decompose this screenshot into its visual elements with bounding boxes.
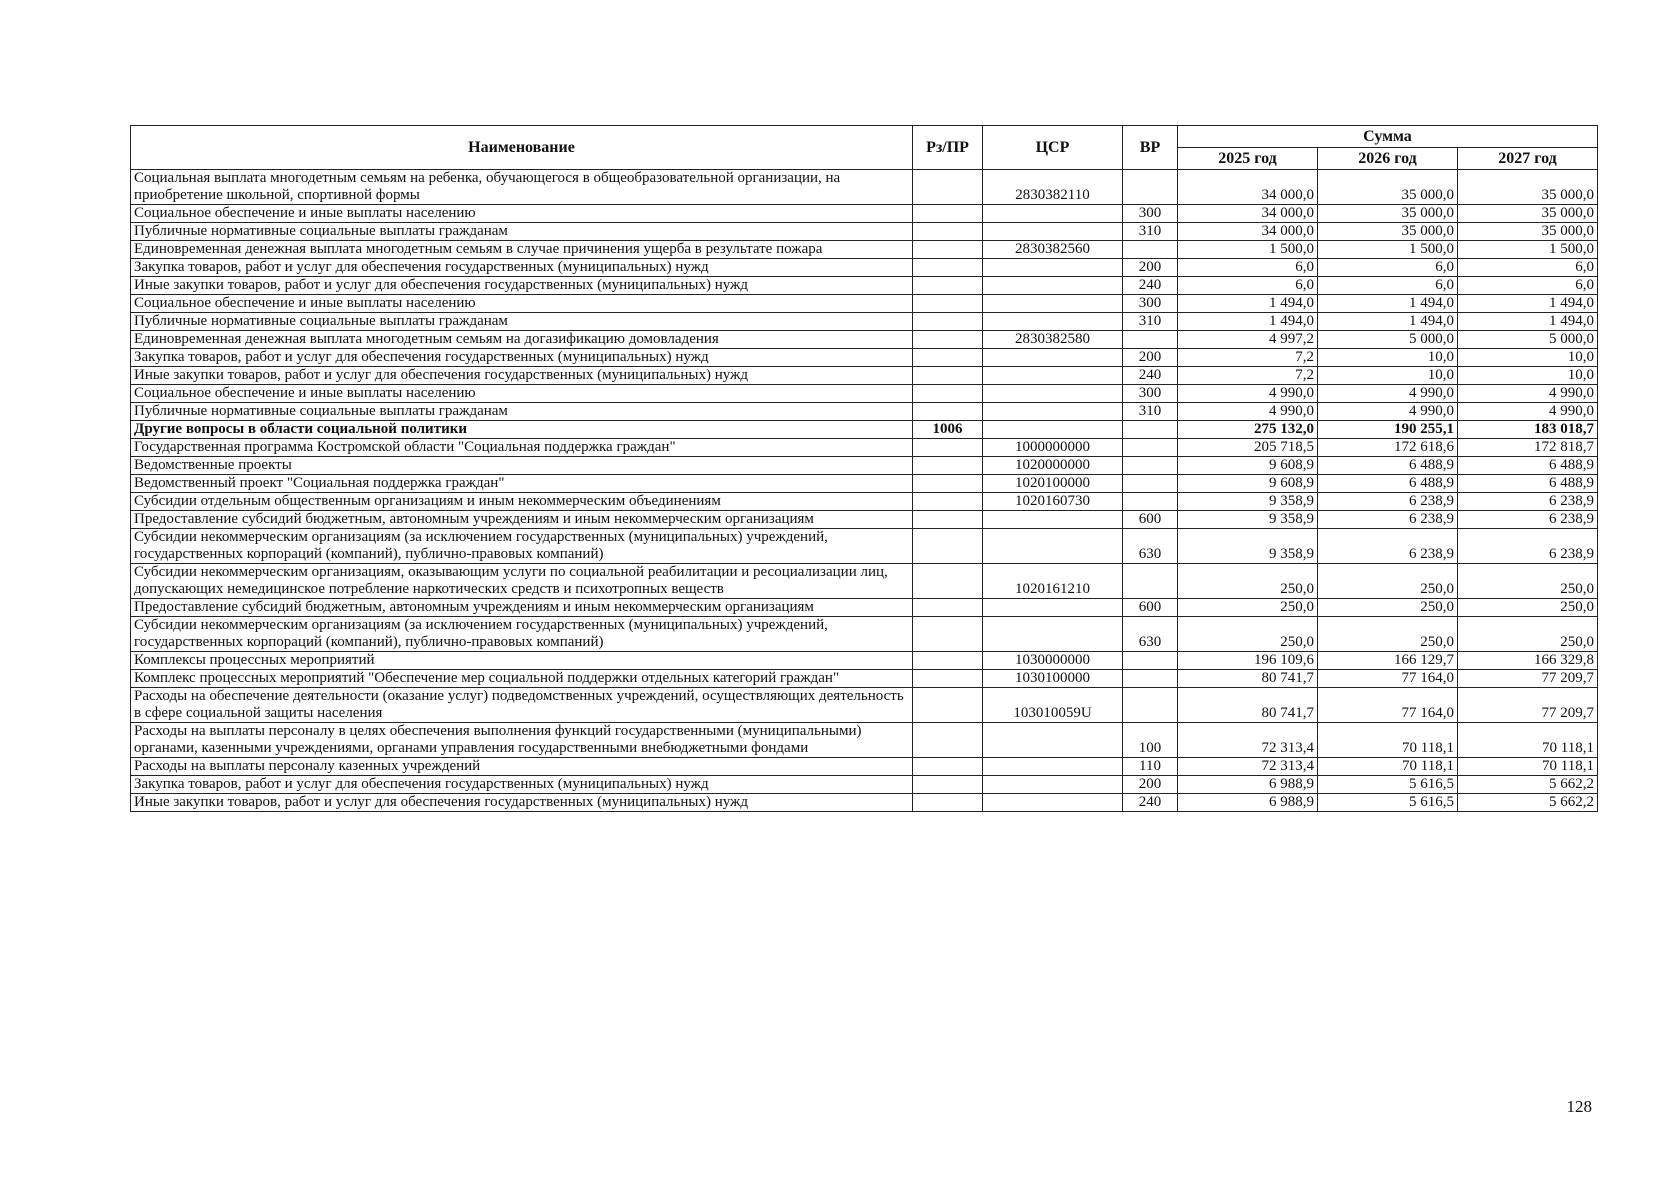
row-sum-2027: 183 018,7: [1458, 421, 1598, 439]
row-vr: [1123, 457, 1178, 475]
row-name: Единовременная денежная выплата многодетным семьям на догазификацию домовладения: [131, 331, 913, 349]
row-rzpr: [913, 403, 983, 421]
row-sum-2026: 6 488,9: [1318, 457, 1458, 475]
row-vr: 300: [1123, 295, 1178, 313]
row-vr: 240: [1123, 277, 1178, 295]
row-sum-2025: 6,0: [1178, 277, 1318, 295]
row-sum-2027: 35 000,0: [1458, 223, 1598, 241]
row-sum-2026: 172 618,6: [1318, 439, 1458, 457]
table-row: [131, 776, 1598, 794]
row-csr: [983, 599, 1123, 617]
row-name: Иные закупки товаров, работ и услуг для обеспечения государственных (муниципальных) нужд: [131, 794, 913, 812]
row-rzpr: [913, 794, 983, 812]
row-name: Публичные нормативные социальные выплаты гражданам: [131, 313, 913, 331]
row-sum-2027: 250,0: [1458, 564, 1598, 599]
row-sum-2025: 9 358,9: [1178, 529, 1318, 564]
row-csr: 2830382580: [983, 331, 1123, 349]
row-sum-2027: 4 990,0: [1458, 385, 1598, 403]
table-row: [131, 277, 1598, 295]
row-csr: [983, 223, 1123, 241]
row-csr: [983, 403, 1123, 421]
row-sum-2025: 196 109,6: [1178, 652, 1318, 670]
row-sum-2025: 250,0: [1178, 599, 1318, 617]
table-row: [131, 331, 1598, 349]
row-csr: [983, 794, 1123, 812]
row-rzpr: [913, 511, 983, 529]
row-rzpr: [913, 349, 983, 367]
row-sum-2027: 1 494,0: [1458, 295, 1598, 313]
row-sum-2026: 1 494,0: [1318, 313, 1458, 331]
row-sum-2025: 4 990,0: [1178, 385, 1318, 403]
row-csr: 1030100000: [983, 670, 1123, 688]
row-vr: 600: [1123, 511, 1178, 529]
row-sum-2026: 250,0: [1318, 564, 1458, 599]
row-vr: [1123, 670, 1178, 688]
row-vr: 240: [1123, 794, 1178, 812]
row-name: Иные закупки товаров, работ и услуг для обеспечения государственных (муниципальных) нужд: [131, 367, 913, 385]
row-sum-2025: 9 608,9: [1178, 457, 1318, 475]
row-sum-2026: 35 000,0: [1318, 205, 1458, 223]
row-rzpr: [913, 529, 983, 564]
row-sum-2026: 6,0: [1318, 259, 1458, 277]
row-sum-2027: 172 818,7: [1458, 439, 1598, 457]
table-row: [131, 670, 1598, 688]
row-sum-2026: 77 164,0: [1318, 670, 1458, 688]
row-name: Ведомственный проект "Социальная поддержка граждан": [131, 475, 913, 493]
row-sum-2026: 190 255,1: [1318, 421, 1458, 439]
table-row: [131, 564, 1598, 599]
header-csr: ЦСР: [983, 126, 1123, 170]
row-rzpr: [913, 295, 983, 313]
row-vr: [1123, 493, 1178, 511]
row-sum-2026: 6 238,9: [1318, 493, 1458, 511]
row-csr: [983, 421, 1123, 439]
row-csr: [983, 367, 1123, 385]
table-row: [131, 493, 1598, 511]
budget-table: [130, 125, 1598, 812]
row-rzpr: [913, 723, 983, 758]
row-csr: 1020161210: [983, 564, 1123, 599]
row-sum-2027: 6,0: [1458, 259, 1598, 277]
row-csr: [983, 723, 1123, 758]
row-name: Единовременная денежная выплата многодетным семьям в случае причинения ущерба в результате пожара: [131, 241, 913, 259]
row-name: Социальное обеспечение и иные выплаты населению: [131, 205, 913, 223]
row-sum-2025: 1 500,0: [1178, 241, 1318, 259]
header-sum: Сумма: [1178, 126, 1598, 148]
row-name: Публичные нормативные социальные выплаты гражданам: [131, 223, 913, 241]
row-sum-2026: 10,0: [1318, 349, 1458, 367]
row-rzpr: [913, 652, 983, 670]
row-vr: 630: [1123, 617, 1178, 652]
row-rzpr: [913, 313, 983, 331]
row-name: Социальное обеспечение и иные выплаты населению: [131, 295, 913, 313]
row-rzpr: [913, 758, 983, 776]
row-sum-2026: 1 494,0: [1318, 295, 1458, 313]
row-sum-2026: 6,0: [1318, 277, 1458, 295]
row-rzpr: [913, 205, 983, 223]
row-name: Расходы на обеспечение деятельности (оказание услуг) подведомственных учреждений, осуществляющих деятельность в сфере социальной защиты населения: [131, 688, 913, 723]
table-row: [131, 205, 1598, 223]
table-row: [131, 295, 1598, 313]
row-vr: [1123, 439, 1178, 457]
row-vr: 310: [1123, 313, 1178, 331]
row-rzpr: [913, 776, 983, 794]
row-name: Государственная программа Костромской области "Социальная поддержка граждан": [131, 439, 913, 457]
row-sum-2027: 10,0: [1458, 349, 1598, 367]
row-name: Закупка товаров, работ и услуг для обеспечения государственных (муниципальных) нужд: [131, 349, 913, 367]
row-sum-2026: 5 616,5: [1318, 776, 1458, 794]
row-vr: 300: [1123, 205, 1178, 223]
row-rzpr: [913, 170, 983, 205]
row-csr: 1020100000: [983, 475, 1123, 493]
row-sum-2025: 9 358,9: [1178, 493, 1318, 511]
row-vr: 200: [1123, 349, 1178, 367]
row-csr: [983, 776, 1123, 794]
row-sum-2025: 275 132,0: [1178, 421, 1318, 439]
table-row: [131, 723, 1598, 758]
row-name: Социальное обеспечение и иные выплаты населению: [131, 385, 913, 403]
row-sum-2027: 35 000,0: [1458, 170, 1598, 205]
row-rzpr: [913, 564, 983, 599]
row-vr: 200: [1123, 776, 1178, 794]
header-vr: ВР: [1123, 126, 1178, 170]
table-header: [131, 126, 1598, 170]
table-row: [131, 367, 1598, 385]
row-sum-2026: 250,0: [1318, 617, 1458, 652]
row-sum-2027: 4 990,0: [1458, 403, 1598, 421]
row-sum-2025: 80 741,7: [1178, 688, 1318, 723]
row-sum-2026: 70 118,1: [1318, 758, 1458, 776]
header-year-2026: 2026 год: [1318, 148, 1458, 170]
row-sum-2027: 5 662,2: [1458, 794, 1598, 812]
row-sum-2025: 6 988,9: [1178, 794, 1318, 812]
row-csr: [983, 385, 1123, 403]
row-rzpr: [913, 457, 983, 475]
table-row: [131, 439, 1598, 457]
row-csr: 1030000000: [983, 652, 1123, 670]
row-rzpr: [913, 259, 983, 277]
row-sum-2027: 250,0: [1458, 617, 1598, 652]
row-sum-2027: 77 209,7: [1458, 688, 1598, 723]
row-rzpr: [913, 439, 983, 457]
row-sum-2025: 34 000,0: [1178, 205, 1318, 223]
row-sum-2027: 70 118,1: [1458, 723, 1598, 758]
row-rzpr: [913, 599, 983, 617]
row-csr: 103010059U: [983, 688, 1123, 723]
row-sum-2025: 205 718,5: [1178, 439, 1318, 457]
row-sum-2026: 250,0: [1318, 599, 1458, 617]
row-sum-2027: 35 000,0: [1458, 205, 1598, 223]
row-sum-2027: 6,0: [1458, 277, 1598, 295]
table-row: [131, 617, 1598, 652]
row-sum-2027: 1 494,0: [1458, 313, 1598, 331]
row-sum-2026: 77 164,0: [1318, 688, 1458, 723]
row-sum-2025: 250,0: [1178, 564, 1318, 599]
row-sum-2027: 70 118,1: [1458, 758, 1598, 776]
row-sum-2027: 250,0: [1458, 599, 1598, 617]
row-sum-2025: 250,0: [1178, 617, 1318, 652]
row-sum-2026: 70 118,1: [1318, 723, 1458, 758]
row-rzpr: [913, 670, 983, 688]
row-csr: 1000000000: [983, 439, 1123, 457]
table-row: [131, 511, 1598, 529]
row-vr: 310: [1123, 223, 1178, 241]
row-csr: 2830382110: [983, 170, 1123, 205]
row-sum-2027: 1 500,0: [1458, 241, 1598, 259]
header-year-2027: 2027 год: [1458, 148, 1598, 170]
row-csr: [983, 259, 1123, 277]
row-csr: [983, 758, 1123, 776]
row-sum-2027: 5 662,2: [1458, 776, 1598, 794]
row-sum-2025: 1 494,0: [1178, 295, 1318, 313]
row-name: Комплекс процессных мероприятий "Обеспечение мер социальной поддержки отдельных категорий граждан": [131, 670, 913, 688]
row-sum-2025: 6 988,9: [1178, 776, 1318, 794]
row-vr: 100: [1123, 723, 1178, 758]
row-vr: [1123, 564, 1178, 599]
row-sum-2025: 4 990,0: [1178, 403, 1318, 421]
row-vr: [1123, 475, 1178, 493]
row-sum-2025: 9 358,9: [1178, 511, 1318, 529]
row-sum-2025: 34 000,0: [1178, 223, 1318, 241]
row-sum-2025: 34 000,0: [1178, 170, 1318, 205]
table-row: [131, 475, 1598, 493]
row-name: Субсидии некоммерческим организациям, оказывающим услуги по социальной реабилитации и ресоциализации лиц, допускающих немедицинское потребление наркотических средств и психотропных веществ: [131, 564, 913, 599]
row-name: Другие вопросы в области социальной политики: [131, 421, 913, 439]
row-rzpr: [913, 367, 983, 385]
row-csr: [983, 313, 1123, 331]
row-sum-2027: 166 329,8: [1458, 652, 1598, 670]
row-sum-2026: 4 990,0: [1318, 403, 1458, 421]
row-rzpr: [913, 385, 983, 403]
row-vr: 300: [1123, 385, 1178, 403]
row-vr: 310: [1123, 403, 1178, 421]
row-vr: 240: [1123, 367, 1178, 385]
row-rzpr: [913, 493, 983, 511]
table-row: [131, 313, 1598, 331]
row-rzpr: [913, 331, 983, 349]
row-sum-2026: 6 238,9: [1318, 511, 1458, 529]
row-vr: 600: [1123, 599, 1178, 617]
header-rzpr: Рз/ПР: [913, 126, 983, 170]
row-csr: [983, 295, 1123, 313]
row-vr: [1123, 688, 1178, 723]
row-sum-2025: 1 494,0: [1178, 313, 1318, 331]
row-csr: [983, 511, 1123, 529]
row-rzpr: [913, 277, 983, 295]
row-name: Закупка товаров, работ и услуг для обеспечения государственных (муниципальных) нужд: [131, 259, 913, 277]
row-csr: [983, 529, 1123, 564]
row-name: Ведомственные проекты: [131, 457, 913, 475]
row-sum-2026: 1 500,0: [1318, 241, 1458, 259]
row-name: Публичные нормативные социальные выплаты гражданам: [131, 403, 913, 421]
table-row: [131, 758, 1598, 776]
row-vr: [1123, 421, 1178, 439]
row-name: Предоставление субсидий бюджетным, автономным учреждениям и иным некоммерческим организациям: [131, 599, 913, 617]
table-body: [131, 170, 1598, 812]
row-name: Предоставление субсидий бюджетным, автономным учреждениям и иным некоммерческим организациям: [131, 511, 913, 529]
row-rzpr: 1006: [913, 421, 983, 439]
row-sum-2026: 5 616,5: [1318, 794, 1458, 812]
table-row: [131, 223, 1598, 241]
row-sum-2026: 5 000,0: [1318, 331, 1458, 349]
row-name: Субсидии отдельным общественным организациям и иным некоммерческим объединениям: [131, 493, 913, 511]
row-sum-2026: 10,0: [1318, 367, 1458, 385]
table-row: [131, 385, 1598, 403]
row-rzpr: [913, 241, 983, 259]
row-name: Субсидии некоммерческим организациям (за исключением государственных (муниципальных) учреждений, государственных корпораций (компаний), публично-правовых компаний): [131, 529, 913, 564]
row-name: Расходы на выплаты персоналу в целях обеспечения выполнения функций государственными (муниципальными) органами, казенными учреждениями, органами управления государственными внебюджетными фондами: [131, 723, 913, 758]
row-sum-2026: 166 129,7: [1318, 652, 1458, 670]
row-vr: 200: [1123, 259, 1178, 277]
row-sum-2025: 7,2: [1178, 367, 1318, 385]
row-sum-2027: 6 488,9: [1458, 457, 1598, 475]
row-sum-2027: 5 000,0: [1458, 331, 1598, 349]
row-vr: 110: [1123, 758, 1178, 776]
row-csr: [983, 277, 1123, 295]
row-rzpr: [913, 617, 983, 652]
row-name: Закупка товаров, работ и услуг для обеспечения государственных (муниципальных) нужд: [131, 776, 913, 794]
table-row: [131, 170, 1598, 205]
row-sum-2027: 10,0: [1458, 367, 1598, 385]
row-sum-2027: 6 238,9: [1458, 529, 1598, 564]
row-csr: [983, 205, 1123, 223]
row-name: Иные закупки товаров, работ и услуг для обеспечения государственных (муниципальных) нужд: [131, 277, 913, 295]
table-row: [131, 688, 1598, 723]
row-sum-2027: 6 488,9: [1458, 475, 1598, 493]
row-rzpr: [913, 475, 983, 493]
page-number: 128: [1566, 1097, 1592, 1116]
row-sum-2027: 77 209,7: [1458, 670, 1598, 688]
table-row: [131, 599, 1598, 617]
row-csr: 1020000000: [983, 457, 1123, 475]
row-sum-2025: 72 313,4: [1178, 758, 1318, 776]
row-sum-2025: 6,0: [1178, 259, 1318, 277]
row-name: Социальная выплата многодетным семьям на ребенка, обучающегося в общеобразовательной организации, на приобретение школьной, спортивной формы: [131, 170, 913, 205]
row-sum-2027: 6 238,9: [1458, 511, 1598, 529]
table-row: [131, 241, 1598, 259]
row-sum-2026: 6 488,9: [1318, 475, 1458, 493]
row-sum-2026: 35 000,0: [1318, 170, 1458, 205]
row-vr: [1123, 170, 1178, 205]
row-sum-2026: 4 990,0: [1318, 385, 1458, 403]
table-row: [131, 403, 1598, 421]
table-row: [131, 529, 1598, 564]
row-name: Субсидии некоммерческим организациям (за исключением государственных (муниципальных) учреждений, государственных корпораций (компаний), публично-правовых компаний): [131, 617, 913, 652]
table-row: [131, 652, 1598, 670]
row-name: Комплексы процессных мероприятий: [131, 652, 913, 670]
row-rzpr: [913, 688, 983, 723]
header-name: Наименование: [131, 126, 913, 170]
row-sum-2026: 6 238,9: [1318, 529, 1458, 564]
row-sum-2027: 6 238,9: [1458, 493, 1598, 511]
table-row: [131, 794, 1598, 812]
row-sum-2025: 80 741,7: [1178, 670, 1318, 688]
table-row: [131, 421, 1598, 439]
header-year-2025: 2025 год: [1178, 148, 1318, 170]
row-sum-2025: 7,2: [1178, 349, 1318, 367]
row-name: Расходы на выплаты персоналу казенных учреждений: [131, 758, 913, 776]
table-row: [131, 457, 1598, 475]
row-vr: [1123, 331, 1178, 349]
row-rzpr: [913, 223, 983, 241]
table-row: [131, 349, 1598, 367]
row-vr: [1123, 652, 1178, 670]
row-sum-2026: 35 000,0: [1318, 223, 1458, 241]
row-vr: 630: [1123, 529, 1178, 564]
row-csr: [983, 349, 1123, 367]
row-csr: [983, 617, 1123, 652]
table-row: [131, 259, 1598, 277]
row-sum-2025: 72 313,4: [1178, 723, 1318, 758]
row-sum-2025: 9 608,9: [1178, 475, 1318, 493]
row-sum-2025: 4 997,2: [1178, 331, 1318, 349]
row-vr: [1123, 241, 1178, 259]
row-csr: 2830382560: [983, 241, 1123, 259]
row-csr: 1020160730: [983, 493, 1123, 511]
